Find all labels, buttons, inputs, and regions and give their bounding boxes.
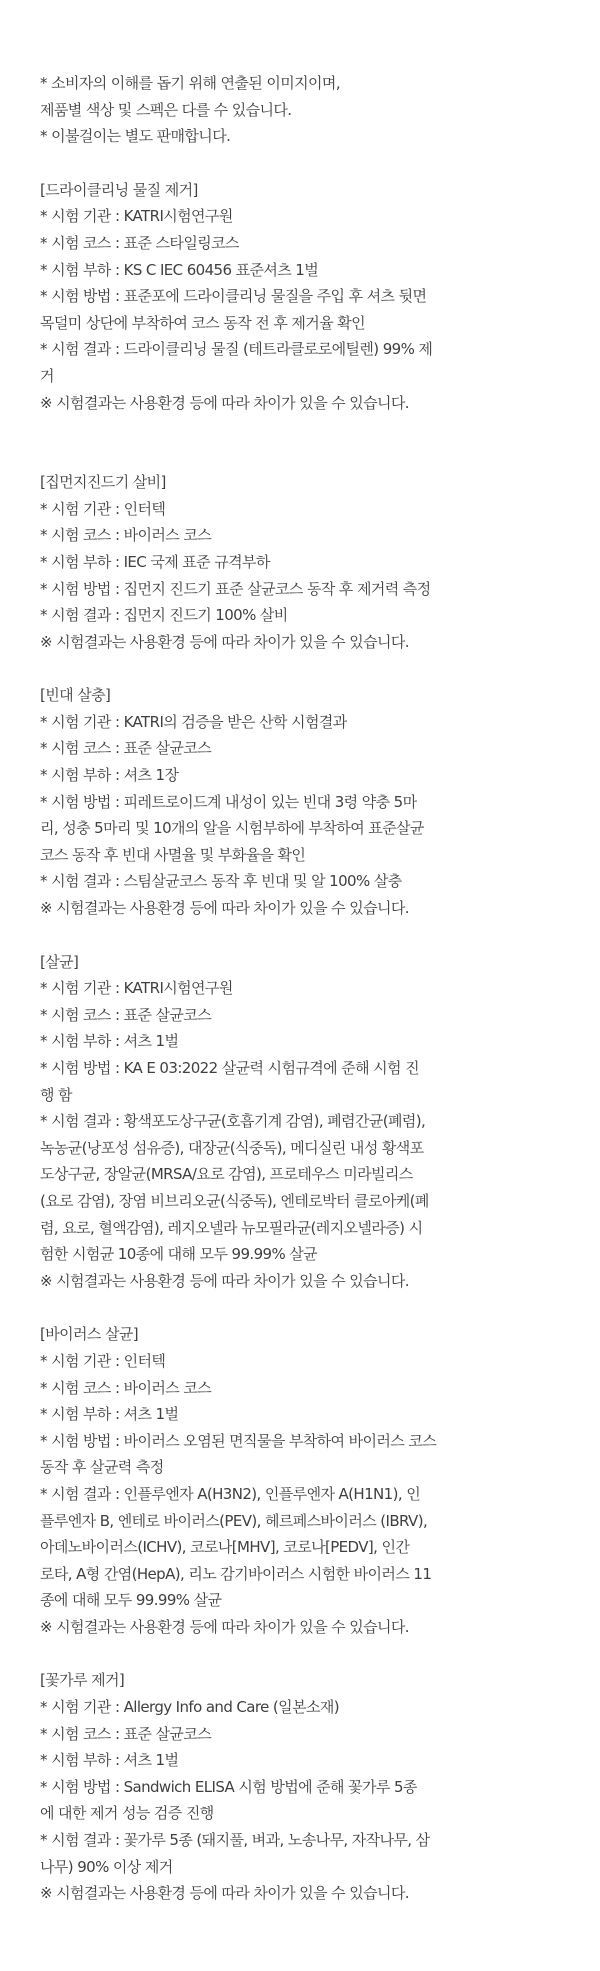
test-line: * 시험 기관 : 인터텍	[40, 499, 166, 518]
section-heading: [빈대 살충]	[40, 686, 111, 705]
test-line: * 시험 부하 : 셔츠 1장	[40, 766, 179, 785]
test-line: * 시험 코스 : 표준 스타일링코스	[40, 233, 239, 252]
section-heading: [드라이클리닝 물질 제거]	[40, 180, 198, 199]
test-line: 렴, 요로, 혈액감염), 레지오넬라 뉴모필라균(레지오넬라증) 시	[40, 1218, 423, 1237]
test-line: 험한 시험균 10종에 대해 모두 99.99% 살균	[40, 1245, 318, 1264]
test-line: * 시험 기관 : Allergy Info and Care (일본소재)	[40, 1698, 339, 1717]
test-line: * 시험 기관 : 인터텍	[40, 1351, 166, 1370]
disclaimer-note: ※ 시험결과는 사용환경 등에 따라 차이가 있을 수 있습니다.	[40, 899, 409, 918]
section-pollen-removal	[40, 1667, 478, 1906]
test-line: 녹농균(낭포성 섬유증), 대장균(식중독), 메디실린 내성 황색포	[40, 1138, 424, 1157]
test-line: 코스 동작 후 빈대 사멸율 및 부화율을 확인	[40, 845, 306, 864]
intro-notes	[40, 70, 478, 150]
test-line: * 시험 코스 : 바이러스 코스	[40, 1378, 212, 1397]
test-line: * 시험 부하 : 셔츠 1벌	[40, 1405, 179, 1424]
test-line: * 시험 방법 : 바이러스 오염된 면직물을 부착하여 바이러스 코스	[40, 1431, 437, 1450]
test-line: * 시험 결과 : 꽃가루 5종 (돼지풀, 벼과, 노송나무, 자작나무, 삼	[40, 1831, 430, 1850]
disclaimer-note: ※ 시험결과는 사용환경 등에 따라 차이가 있을 수 있습니다.	[40, 1884, 409, 1903]
test-line: * 시험 부하 : 셔츠 1벌	[40, 1751, 179, 1770]
test-line: 나무) 90% 이상 제거	[40, 1857, 173, 1876]
test-line: * 시험 결과 : 집먼지 진드기 100% 살비	[40, 606, 288, 625]
test-line: * 시험 결과 : 드라이클리닝 물질 (테트라클로로에틸렌) 99% 제	[40, 340, 433, 359]
test-line: * 시험 방법 : 표준포에 드라이클리닝 물질을 주입 후 셔츠 뒷면	[40, 287, 427, 306]
test-line: 행 함	[40, 1085, 72, 1104]
test-line: * 시험 기관 : KATRI시험연구원	[40, 979, 233, 998]
intro-line: * 이불걸이는 별도 판매합니다.	[40, 127, 231, 146]
test-line: 로타, A형 간염(HepA), 리노 감기바이러스 시험한 바이러스 11	[40, 1564, 432, 1583]
test-line: 거	[40, 366, 54, 385]
test-line: 동작 후 살균력 측정	[40, 1458, 164, 1477]
disclaimer-note: ※ 시험결과는 사용환경 등에 따라 차이가 있을 수 있습니다.	[40, 632, 409, 651]
test-line: 에 대한 제거 성능 검증 진행	[40, 1804, 214, 1823]
test-line: * 시험 코스 : 표준 살균코스	[40, 1005, 212, 1024]
intro-line: * 소비자의 이해를 돕기 위해 연출된 이미지이며,	[40, 74, 340, 92]
disclaimer-note: ※ 시험결과는 사용환경 등에 따라 차이가 있을 수 있습니다.	[40, 393, 409, 412]
test-line: 리, 성충 5마리 및 10개의 알을 시험부하에 부착하여 표준살균	[40, 819, 424, 838]
section-heading: [살균]	[40, 952, 79, 971]
test-line: * 시험 부하 : 셔츠 1벌	[40, 1032, 179, 1051]
test-line: * 시험 방법 : 집먼지 진드기 표준 살균코스 동작 후 제거력 측정	[40, 579, 431, 598]
intro-line: 제품별 색상 및 스펙은 다를 수 있습니다.	[40, 100, 292, 119]
test-line: 목덜미 상단에 부착하여 코스 동작 전 후 제거율 확인	[40, 313, 366, 332]
test-line: 플루엔자 B, 엔테로 바이러스(PEV), 헤르페스바이러스 (IBRV),	[40, 1511, 428, 1530]
section-dust-mite	[40, 469, 478, 655]
test-line: * 시험 부하 : KS C IEC 60456 표준셔츠 1벌	[40, 260, 319, 279]
test-line: * 시험 기관 : KATRI의 검증을 받은 산학 시험결과	[40, 712, 347, 731]
test-line: * 시험 방법 : KA E 03:2022 살균력 시험규격에 준해 시험 진	[40, 1059, 419, 1077]
test-line: * 시험 결과 : 황색포도상구균(호흡기계 감염), 폐렴간균(폐렴),	[40, 1112, 426, 1131]
section-heading: [꽃가루 제거]	[40, 1671, 125, 1690]
section-dry-cleaning-removal	[40, 177, 478, 416]
test-line: * 시험 코스 : 바이러스 코스	[40, 526, 212, 545]
section-bedbug	[40, 682, 478, 921]
test-line: * 시험 부하 : IEC 국제 표준 규격부하	[40, 552, 270, 571]
test-line: 아데노바이러스(ICHV), 코로나[MHV], 코로나[PEDV], 인간	[40, 1538, 410, 1557]
test-line: * 시험 방법 : 피레트로이드계 내성이 있는 빈대 3령 약충 5마	[40, 792, 417, 811]
spec-document	[40, 70, 478, 1907]
section-heading: [바이러스 살균]	[40, 1325, 139, 1344]
test-line: * 시험 코스 : 표준 살균코스	[40, 1724, 212, 1743]
test-line: * 시험 결과 : 스팀살균코스 동작 후 빈대 및 알 100% 살충	[40, 872, 402, 891]
test-line: * 시험 방법 : Sandwich ELISA 시험 방법에 준해 꽃가루 5종	[40, 1777, 417, 1796]
test-line: 도상구균, 장알균(MRSA/요로 감염), 프로테우스 미라빌리스	[40, 1165, 413, 1184]
section-heading: [집먼지진드기 살비]	[40, 473, 166, 492]
disclaimer-note: ※ 시험결과는 사용환경 등에 따라 차이가 있을 수 있습니다.	[40, 1271, 409, 1290]
section-virus-sterilization	[40, 1321, 478, 1640]
disclaimer-note: ※ 시험결과는 사용환경 등에 따라 차이가 있을 수 있습니다.	[40, 1617, 409, 1636]
test-line: 종에 대해 모두 99.99% 살균	[40, 1591, 222, 1610]
section-sterilization	[40, 949, 478, 1295]
test-line: * 시험 기관 : KATRI시험연구원	[40, 207, 233, 226]
test-line: (요로 감염), 장염 비브리오균(식중독), 엔테로박터 클로아케(폐	[40, 1191, 429, 1210]
test-line: * 시험 코스 : 표준 살균코스	[40, 739, 212, 758]
test-line: * 시험 결과 : 인플루엔자 A(H3N2), 인플루엔자 A(H1N1), 인	[40, 1484, 421, 1503]
